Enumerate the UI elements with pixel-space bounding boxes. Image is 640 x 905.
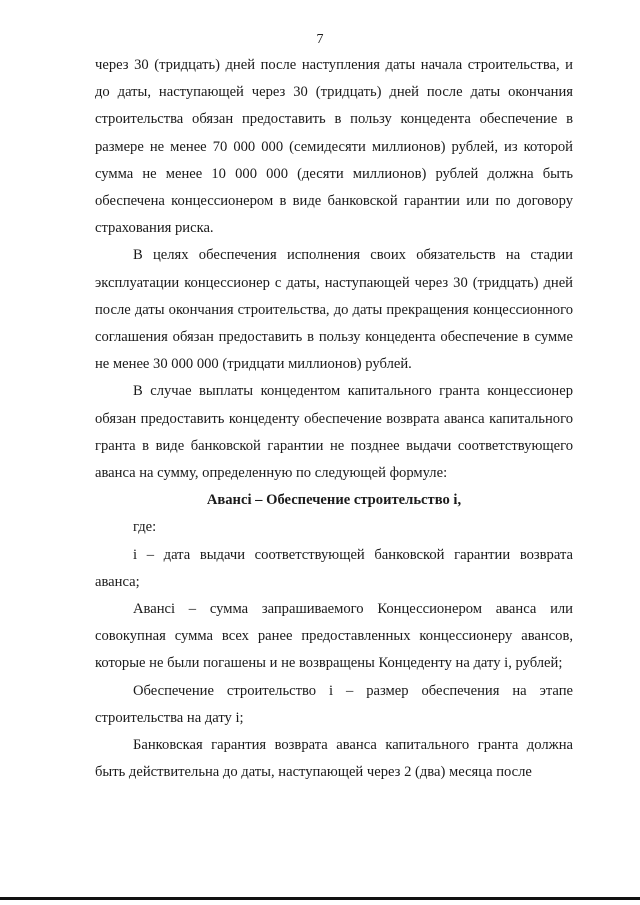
paragraph-where: где: <box>133 519 157 536</box>
paragraph-grant-advance: В случае выплаты концедентом капитального гранта концессионер обязан предоставить концеденту обеспечение возврата аванса капитального гранта в виде банковской гарантии не позднее выдачи соответствующего аванса на сумму, определенную по следующей формуле: <box>95 383 573 482</box>
paragraph-guarantee-validity: Банковская гарантия возврата аванса капитального гранта должна быть действительна до даты, наступающей через 2 (два) месяца после <box>95 737 573 781</box>
page-number: 7 <box>316 32 324 47</box>
bottom-divider <box>0 897 640 900</box>
definition-construction-security: Обеспечение строительство i – размер обеспечения на этапе строительства на дату i; <box>95 682 573 726</box>
formula: Авансi – Обеспечение строительство i, <box>206 492 462 509</box>
paragraph-operation-security: В целях обеспечения исполнения своих обязательств на стадии эксплуатации концессионер с даты, наступающей через 30 (тридцать) дней после даты окончания строительства, до даты прекращения концессионного соглашения обязан предоставить в пользу концедента обеспечение в сумме не менее 30 000 000 (тридцати миллионов) рублей. <box>95 247 573 373</box>
definition-i: i – дата выдачи соответствующей банковской гарантии возврата аванса; <box>95 546 573 590</box>
paragraph-construction-security: через 30 (тридцать) дней после наступления даты начала строительства, и до даты, наступающей через 30 (тридцать) дней после даты окончания строительства обязан предоставить в пользу концедента обеспечение в размере не менее 70 000 000 (семидесяти миллионов) рублей, из которой сумма не менее 10 000 000 (десяти миллионов) рублей должна быть обеспечена концессионером в виде банковской гарантии или по договору страхования риска. <box>95 57 573 237</box>
definition-advance: Авансi – сумма запрашиваемого Концессионером аванса или совокупная сумма всех ранее предоставленных концессионеру авансов, которые не были погашены и не возвращены Концеденту на дату i, рублей; <box>95 601 573 672</box>
document-body <box>95 52 573 786</box>
